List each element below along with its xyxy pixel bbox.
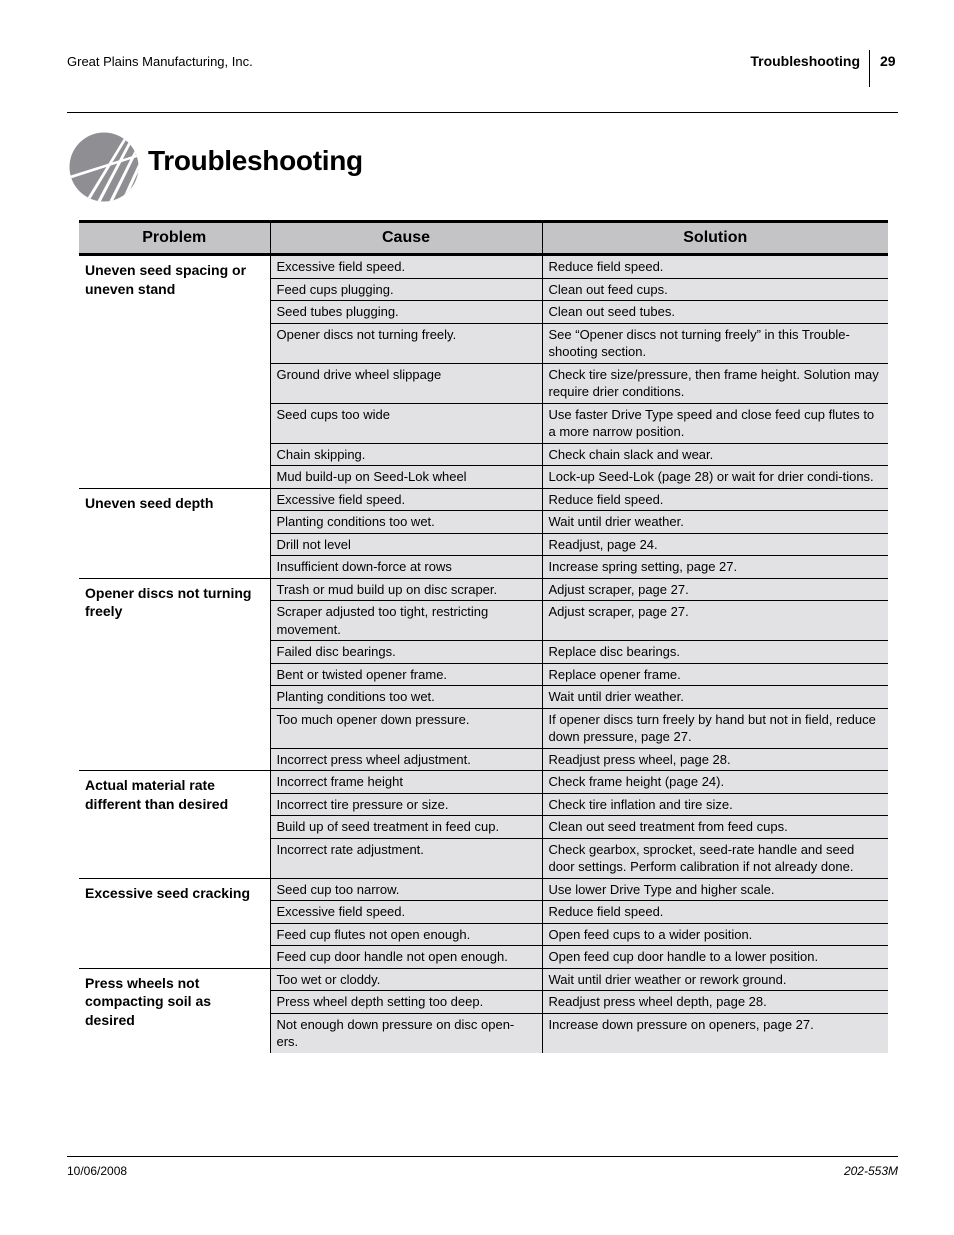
footer-date: 10/06/2008 <box>67 1164 128 1178</box>
cause-cell: Feed cup door handle not open enough. <box>270 946 542 969</box>
company-name: Great Plains Manufacturing, Inc. <box>67 54 253 69</box>
problem-group <box>79 968 888 1053</box>
cause-cell: Ground drive wheel slippage <box>270 363 542 403</box>
header-section-title: Troubleshooting <box>750 53 860 69</box>
solution-cell: Lock-up Seed-Lok (page 28) or wait for drier condi-tions. <box>542 466 888 489</box>
solution-cell: Reduce field speed. <box>542 255 888 279</box>
solution-cell: Wait until drier weather. <box>542 686 888 709</box>
solution-cell: Check gearbox, sprocket, seed-rate handle and seed door settings. Perform calibration if not already done. <box>542 838 888 878</box>
cause-cell: Press wheel depth setting too deep. <box>270 991 542 1014</box>
cause-cell: Build up of seed treatment in feed cup. <box>270 816 542 839</box>
problem-cell: Excessive seed cracking <box>79 878 270 968</box>
cause-cell: Too much opener down pressure. <box>270 708 542 748</box>
footer-rule <box>67 1156 898 1157</box>
cause-cell: Planting conditions too wet. <box>270 511 542 534</box>
page-number: 29 <box>880 53 896 69</box>
cause-cell: Seed cups too wide <box>270 403 542 443</box>
solution-cell: Check tire inflation and tire size. <box>542 793 888 816</box>
table-row <box>79 878 888 901</box>
table-row <box>79 488 888 511</box>
cause-cell: Excessive field speed. <box>270 901 542 924</box>
solution-cell: Increase down pressure on openers, page 27. <box>542 1013 888 1053</box>
solution-cell: Clean out seed tubes. <box>542 301 888 324</box>
solution-cell: Replace disc bearings. <box>542 641 888 664</box>
problem-group <box>79 771 888 879</box>
solution-cell: Increase spring setting, page 27. <box>542 556 888 579</box>
problem-group <box>79 255 888 489</box>
cause-cell: Planting conditions too wet. <box>270 686 542 709</box>
solution-cell: Reduce field speed. <box>542 488 888 511</box>
header-divider <box>869 50 870 87</box>
solution-cell: Readjust, page 24. <box>542 533 888 556</box>
solution-cell: Wait until drier weather. <box>542 511 888 534</box>
cause-cell: Incorrect frame height <box>270 771 542 794</box>
problem-group <box>79 488 888 578</box>
table-row <box>79 255 888 279</box>
cause-cell: Chain skipping. <box>270 443 542 466</box>
solution-cell: Use lower Drive Type and higher scale. <box>542 878 888 901</box>
cause-cell: Excessive field speed. <box>270 255 542 279</box>
cause-cell: Not enough down pressure on disc open-ers. <box>270 1013 542 1053</box>
table-row <box>79 771 888 794</box>
solution-cell: Open feed cups to a wider position. <box>542 923 888 946</box>
table-row <box>79 968 888 991</box>
solution-cell: Adjust scraper, page 27. <box>542 601 888 641</box>
column-header-solution: Solution <box>542 222 888 255</box>
solution-cell: Check tire size/pressure, then frame height. Solution may require drier conditions. <box>542 363 888 403</box>
cause-cell: Trash or mud build up on disc scraper. <box>270 578 542 601</box>
cause-cell: Insufficient down-force at rows <box>270 556 542 579</box>
header-rule <box>67 112 898 113</box>
solution-cell: See “Opener discs not turning freely” in this Trouble-shooting section. <box>542 323 888 363</box>
table-header-row <box>79 222 888 255</box>
solution-cell: Check chain slack and wear. <box>542 443 888 466</box>
cause-cell: Bent or twisted opener frame. <box>270 663 542 686</box>
cause-cell: Excessive field speed. <box>270 488 542 511</box>
solution-cell: Readjust press wheel, page 28. <box>542 748 888 771</box>
solution-cell: Use faster Drive Type speed and close feed cup flutes to a more narrow position. <box>542 403 888 443</box>
problem-cell: Press wheels not compacting soil as desired <box>79 968 270 1053</box>
cause-cell: Too wet or cloddy. <box>270 968 542 991</box>
solution-cell: Clean out seed treatment from feed cups. <box>542 816 888 839</box>
solution-cell: Reduce field speed. <box>542 901 888 924</box>
solution-cell: Replace opener frame. <box>542 663 888 686</box>
problem-cell: Uneven seed depth <box>79 488 270 578</box>
problem-cell: Opener discs not turning freely <box>79 578 270 771</box>
cause-cell: Scraper adjusted too tight, restricting movement. <box>270 601 542 641</box>
cause-cell: Feed cup flutes not open enough. <box>270 923 542 946</box>
problem-cell: Uneven seed spacing or uneven stand <box>79 255 270 489</box>
troubleshooting-table <box>79 220 888 1053</box>
column-header-cause: Cause <box>270 222 542 255</box>
solution-cell: If opener discs turn freely by hand but not in field, reduce down pressure, page 27. <box>542 708 888 748</box>
great-plains-logo-icon <box>69 132 139 202</box>
cause-cell: Seed tubes plugging. <box>270 301 542 324</box>
cause-cell: Mud build-up on Seed-Lok wheel <box>270 466 542 489</box>
solution-cell: Check frame height (page 24). <box>542 771 888 794</box>
cause-cell: Drill not level <box>270 533 542 556</box>
column-header-problem: Problem <box>79 222 270 255</box>
problem-cell: Actual material rate different than desired <box>79 771 270 879</box>
cause-cell: Incorrect rate adjustment. <box>270 838 542 878</box>
cause-cell: Incorrect press wheel adjustment. <box>270 748 542 771</box>
cause-cell: Opener discs not turning freely. <box>270 323 542 363</box>
solution-cell: Adjust scraper, page 27. <box>542 578 888 601</box>
problem-group <box>79 878 888 968</box>
solution-cell: Open feed cup door handle to a lower position. <box>542 946 888 969</box>
solution-cell: Readjust press wheel depth, page 28. <box>542 991 888 1014</box>
cause-cell: Failed disc bearings. <box>270 641 542 664</box>
cause-cell: Incorrect tire pressure or size. <box>270 793 542 816</box>
solution-cell: Wait until drier weather or rework ground. <box>542 968 888 991</box>
problem-group <box>79 578 888 771</box>
footer-doc-number: 202-553M <box>843 1164 898 1178</box>
table-row <box>79 578 888 601</box>
cause-cell: Seed cup too narrow. <box>270 878 542 901</box>
page-title: Troubleshooting <box>148 145 363 176</box>
solution-cell: Clean out feed cups. <box>542 278 888 301</box>
cause-cell: Feed cups plugging. <box>270 278 542 301</box>
